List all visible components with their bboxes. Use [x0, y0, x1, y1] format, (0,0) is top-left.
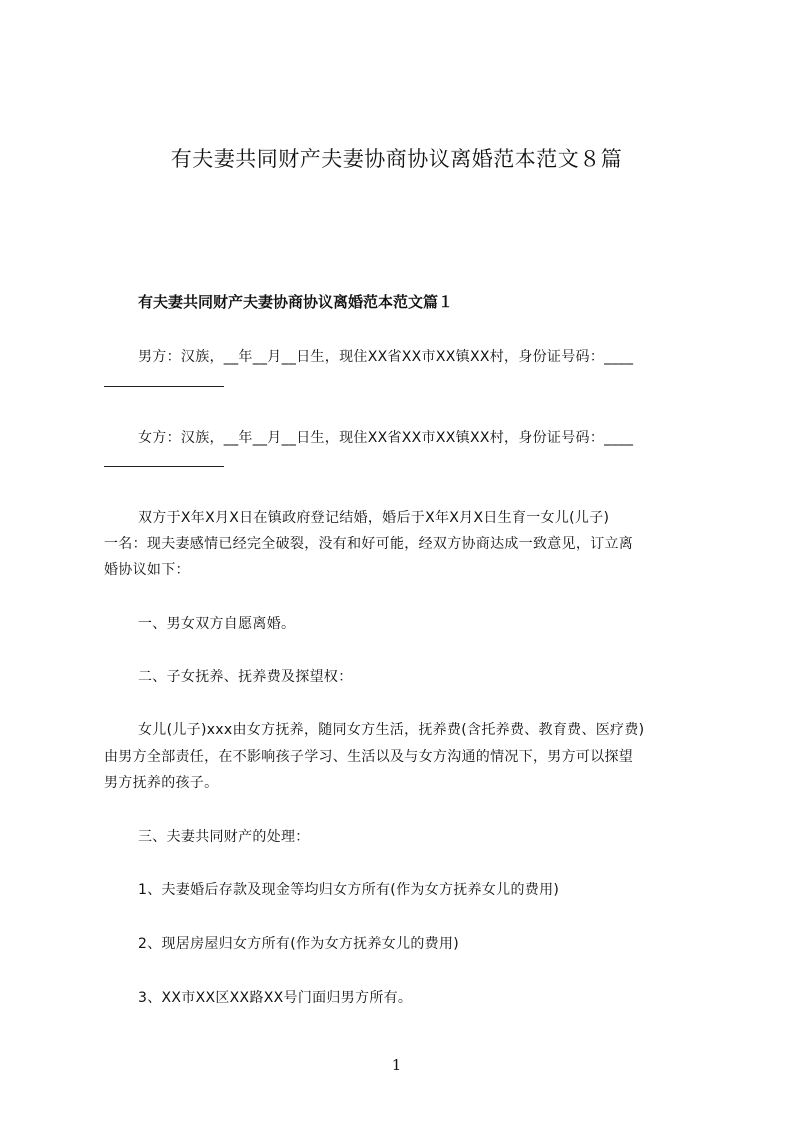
- paragraph-1-line-1: 双方于X年X月X日在镇政府登记结婚，婚后于X年X月X日生育一女儿(儿子): [138, 510, 610, 526]
- man-id-blank-continuation: [104, 386, 224, 387]
- clause-1: 一、男女双方自愿离婚。: [138, 616, 296, 632]
- clause-3: 三、夫妻共同财产的处理：: [138, 829, 310, 845]
- man-info-line: 男方：汉族，__年__月__日生，现住XX省XX市XX镇XX村，身份证号码：____: [138, 349, 634, 365]
- sub-clause-2: 2、现居房屋归女方所有(作为女方抚养女儿的费用): [138, 936, 460, 952]
- woman-id-blank-continuation: [104, 466, 224, 467]
- paragraph-2-line-3: 男方抚养的孩子。: [104, 775, 219, 791]
- woman-info-line: 女方：汉族，__年__月__日生，现住XX省XX市XX镇XX村，身份证号码：____: [138, 430, 634, 446]
- sub-clause-3: 3、XX市XX区XX路XX号门面归男方所有。: [138, 990, 413, 1006]
- paragraph-1-line-3: 婚协议如下：: [104, 562, 190, 578]
- document-title: 有夫妻共同财产夫妻协商协议离婚范本范文８篇: [170, 147, 623, 171]
- paragraph-1-line-2: 一名：现夫妻感情已经完全破裂，没有和好可能，经双方协商达成一致意见，订立离: [104, 536, 634, 552]
- page-number: 1: [391, 1056, 402, 1074]
- sub-clause-1: 1、夫妻婚后存款及现金等均归女方所有(作为女方抚养女儿的费用): [138, 882, 560, 898]
- paragraph-2-line-1: 女儿(儿子)xxx由女方抚养，随同女方生活，抚养费(含托养费、教育费、医疗费): [138, 722, 645, 738]
- clause-2: 二、子女抚养、抚养费及探望权：: [138, 669, 353, 685]
- paragraph-2-line-2: 由男方全部责任，在不影响孩子学习、生活以及与女方沟通的情况下，男方可以探望: [104, 749, 634, 765]
- section-heading: 有夫妻共同财产夫妻协商协议离婚范本范文篇１: [138, 293, 454, 311]
